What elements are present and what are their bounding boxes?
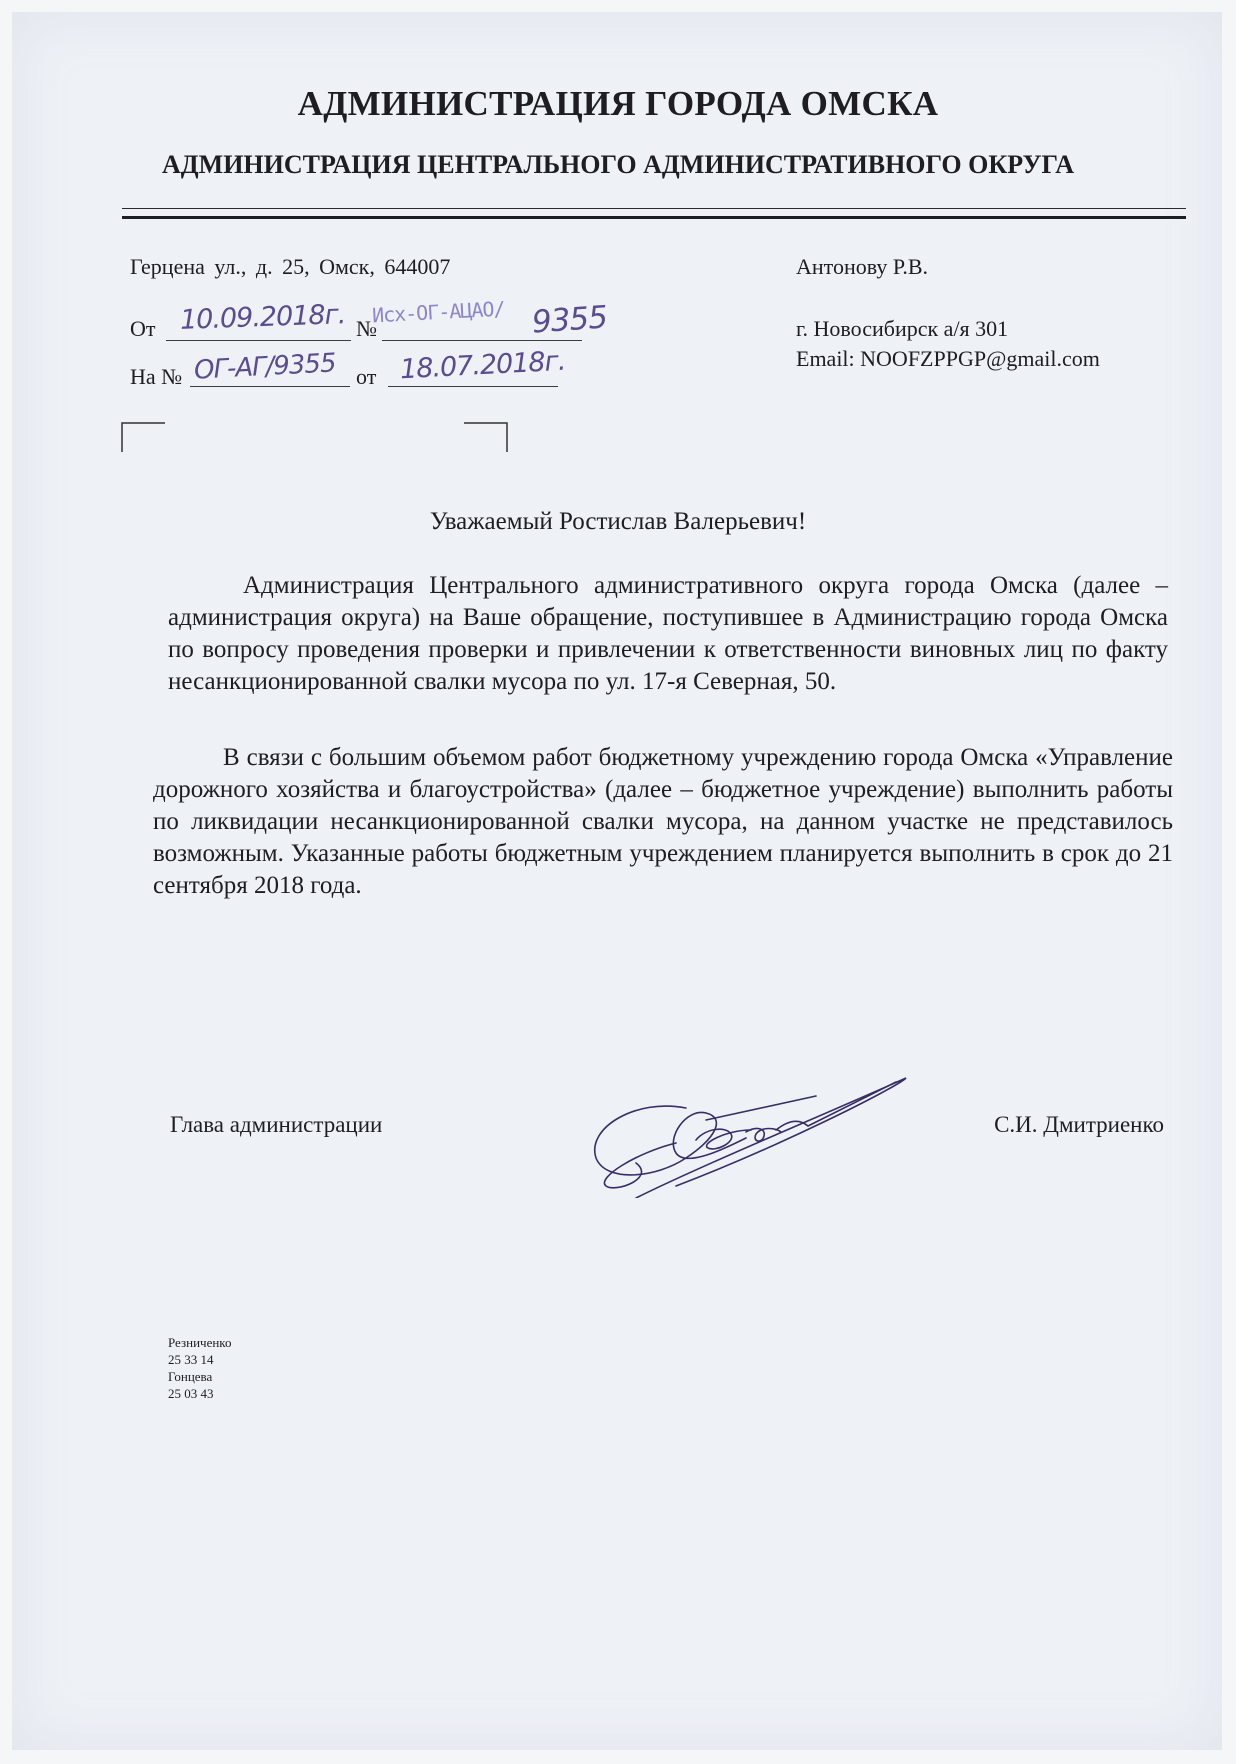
outgoing-date-line bbox=[166, 340, 351, 341]
incoming-date-handwritten: 18.07.2018г. bbox=[399, 345, 567, 386]
outgoing-number-stamp: Исх-ОГ-АЦАО/ bbox=[371, 296, 506, 328]
recipient-address: г. Новосибирск а/я 301 bbox=[796, 316, 1009, 341]
signatory-name: С.И. Дмитриенко bbox=[994, 1112, 1164, 1137]
corner-mark-right bbox=[464, 422, 508, 452]
incoming-date-line bbox=[388, 386, 558, 387]
body-paragraph-1: Администрация Центрального административного округа города Омска (далее – администрация округа) на Ваше обращение, поступившее в Администрацию города Омска по вопросу проведения проверки и привлечении к ответственности виновных лиц по факту несанкционированной свалки мусора по ул. 17-я Северная, 50. bbox=[168, 572, 1168, 695]
header-rule-thick bbox=[122, 216, 1186, 219]
outgoing-number-line bbox=[382, 340, 582, 341]
greeting: Уважаемый Ростислав Валерьевич! bbox=[429, 508, 807, 535]
signatory-position: Глава администрации bbox=[170, 1112, 383, 1137]
org-title: АДМИНИСТРАЦИЯ ГОРОДА ОМСКА bbox=[297, 84, 939, 123]
corner-mark-left bbox=[121, 422, 165, 452]
outgoing-date-handwritten: 10.09.2018г. bbox=[179, 299, 346, 336]
contacts-block bbox=[168, 1334, 231, 1402]
contact-name-2: Гонцева bbox=[168, 1369, 213, 1384]
contact-name-1: Резниченко bbox=[168, 1335, 232, 1350]
contact-phone-2: 25 03 43 bbox=[168, 1386, 214, 1401]
handwritten-signature bbox=[576, 1068, 916, 1198]
sender-address: Герцена ул., д. 25, Омск, 644007 bbox=[130, 254, 451, 279]
outgoing-number-label: № bbox=[356, 316, 377, 341]
org-subtitle: АДМИНИСТРАЦИЯ ЦЕНТРАЛЬНОГО АДМИНИСТРАТИВНОГО ОКРУГА bbox=[161, 150, 1075, 179]
incoming-number-handwritten: ОГ-АГ/9355 bbox=[193, 348, 337, 386]
recipient-name: Антонову Р.В. bbox=[796, 254, 929, 279]
body-paragraph-2: В связи с большим объемом работ бюджетному учреждению города Омска «Управление дорожного хозяйства и благоустройства» (далее – бюджетное учреждение) выполнить работы по ликвидации несанкционированной свалки мусора, на данном участке не представилось возможным. Указанные работы бюджетным учреждением планируется выполнить в срок до 21 сентября 2018 года. bbox=[153, 744, 1173, 899]
header-rule-thin bbox=[122, 208, 1186, 209]
incoming-label: На № bbox=[130, 364, 183, 389]
incoming-number-line bbox=[190, 386, 350, 387]
contact-phone-1: 25 33 14 bbox=[168, 1352, 214, 1367]
incoming-from-label: от bbox=[356, 364, 377, 389]
outgoing-from-label: От bbox=[130, 316, 156, 341]
recipient-email: Email: NOOFZPPGP@gmail.com bbox=[796, 346, 1100, 371]
outgoing-number-handwritten: 9355 bbox=[530, 299, 609, 341]
